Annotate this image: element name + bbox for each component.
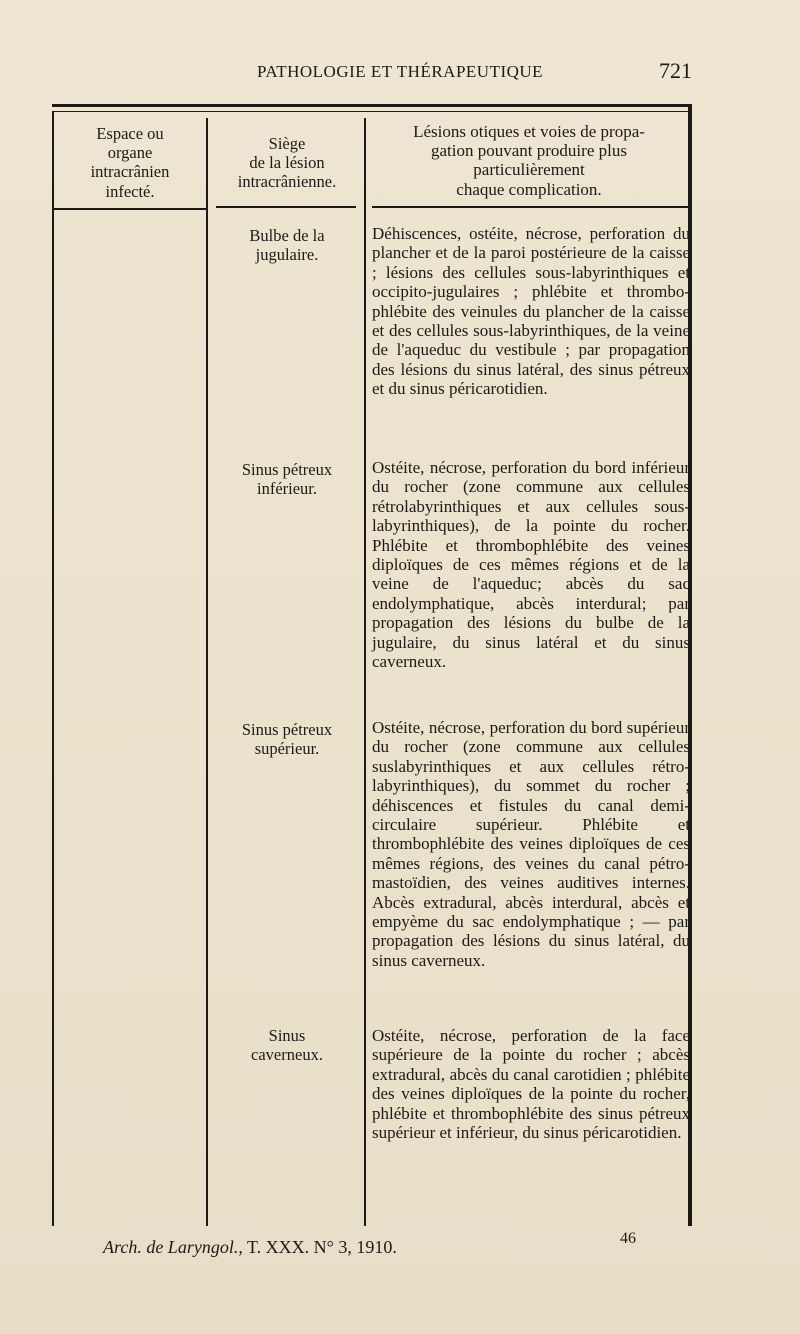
footer-citation [103,1237,397,1258]
signature-mark: 46 [620,1230,636,1247]
header-line: Espace ou [96,124,164,143]
table-top-rule [52,104,692,107]
header-line: intracrânien [90,162,170,182]
header-line: gation pouvant produire plus [431,141,627,161]
table-row-lesion-petreux-inferieur: Ostéite, nécrose, perforation du bord inférieur du rocher (zone commune aux cellules rétrolabyrinthiques et aux cellules sous-labyrinthiques), de la pointe du rocher. Phlébite et thrombophlébite des veines diploïques de ces mêmes régions et de la veine de l'aqueduc; abcès du sac endolymphatique, abcès interdural; par propagation des lésions du bulbe de la jugulaire, du sinus latéral et du sinus caverneux. [372,458,690,672]
siege-line: Sinus [268,1026,306,1045]
header-line: chaque complication. [456,179,602,199]
header-line: de la lésion [249,153,325,173]
running-head: PATHOLOGIE ET THÉRAPEUTIQUE [256,62,544,81]
header-line: infecté. [105,181,155,201]
column-divider-2 [364,118,366,1226]
table-row-lesion-caverneux: Ostéite, nécrose, perforation de la face supérieure de la pointe du rocher ; abcès extradural, abcès du canal carotidien ; phlébite des veines diploïques de la pointe du rocher, phlébite et thrombophlébite des sinus pétreux supérieur et inférieur, du sinus péricarotidien. [372,1026,690,1143]
table-row-siege-petreux-superieur [212,720,362,758]
header-line: Siège [268,134,306,153]
siege-line: inférieur. [256,479,317,499]
siege-line: Sinus pétreux [241,720,333,739]
table-row-siege-petreux-inferieur [212,460,362,498]
column-header-lesions [370,122,688,199]
journal-name: Arch. de Laryngol., [103,1237,243,1257]
column-divider-1 [206,118,208,1226]
siege-line: Sinus pétreux [241,460,333,479]
page-number: 721 [659,58,692,83]
header-line: intracrânienne. [237,172,337,192]
table-left-rule [52,112,54,1226]
table-row-lesion-petreux-superieur: Ostéite, nécrose, perforation du bord supérieur du rocher (zone commune aux cellules suslabyrinthiques et aux cellules rétro-labyrinthiques), du sommet du rocher ; déhiscences et fistules du canal demi-circulaire supérieur. Phlébite et thrombophlébite des veines diploïques de ces mêmes régions, des veines du canal pétro-mastoïdien, des veines auditives internes. Abcès extradural, abcès interdural, abcès et empyème du sac endolymphatique ; — par propagation des lésions du sinus latéral, du sinus caverneux. [372,718,690,970]
siege-line: supérieur. [254,739,320,759]
siege-line: jugulaire. [255,245,319,265]
complications-table [52,104,692,1226]
table-row-siege-caverneux [212,1026,362,1064]
column-header-espace [56,124,204,201]
header-line: particulièrement [473,160,585,180]
header-rule-col2 [216,206,356,208]
header-rule-col3 [372,206,688,208]
header-rule-col1 [54,208,206,210]
siege-line: caverneux. [251,1045,323,1065]
siege-line: Bulbe de la [249,226,325,245]
table-row-lesion-bulbe: Déhiscences, ostéite, nécrose, perforation du plancher et de la paroi postérieure de la caisse ; lésions des cellules sous-labyrinthiques et occipito-jugulaires ; phlébite et thrombo-phlébite des veinules du plancher de la caisse et des cellules sous-labyrinthiques, de la veine de l'aqueduc du vestibule ; par propagation des lésions du sinus latéral, des sinus pétreux et du sinus péricarotidien. [372,224,690,399]
volume-info: T. XXX. N° 3, 1910. [247,1237,397,1257]
header-line: organe [107,143,153,163]
table-top-rule-thin [52,111,692,112]
table-row-siege-bulbe [212,226,362,264]
header-line: Lésions otiques et voies de propa- [413,122,645,141]
column-header-siege [212,134,362,192]
